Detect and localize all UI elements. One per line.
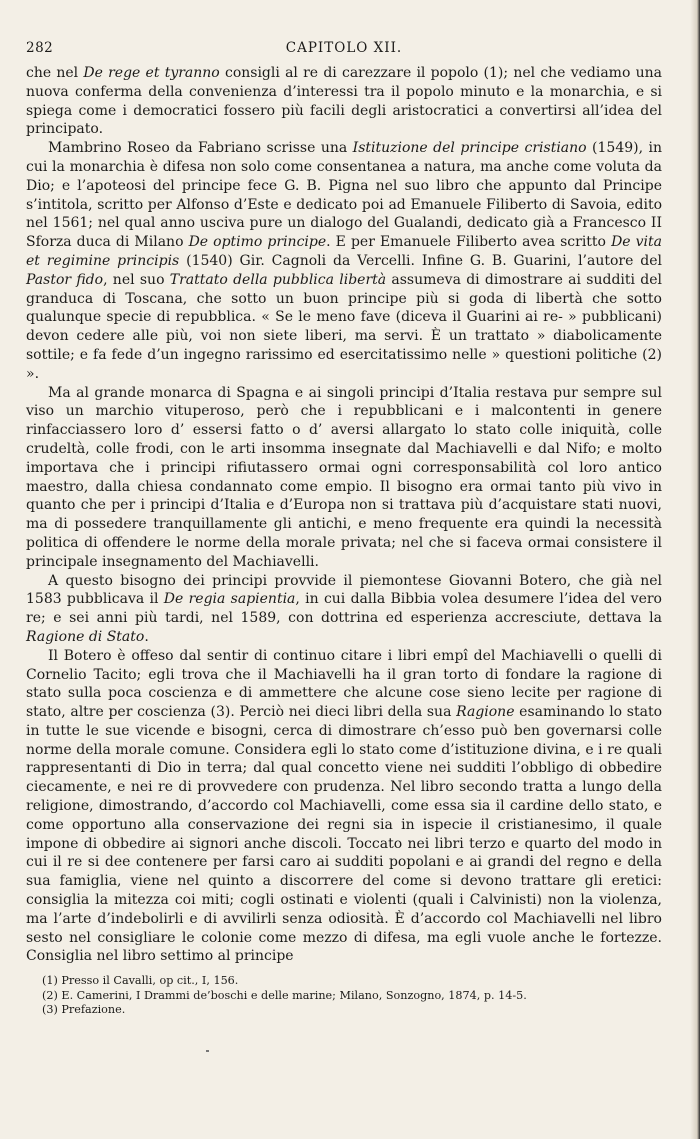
italic-title: Ragione di Stato [26,628,145,645]
footnote: (1) Presso il Cavalli, op cit., I, 156. [42,974,239,987]
footnote: (2) E. Camerini, I Drammi de’boschi e delle marine; Milano, Sonzogno, 1874, p. 14-5. [42,988,527,1002]
paragraph: che nel De rege et tyranno consigli al re di carezzare il popolo (1); nel che vediamo una nuova conferma della convenienza d’interessi tra il popolo minuto e la monarchia, e si spiega come i democratici fossero più facili degli aristocratici a convertirsi all’idea del principato. [26,65,662,138]
italic-title: Trattato della pubblica libertà [169,271,387,288]
italic-title: De vita et regimine principis [26,234,662,269]
paragraph: A questo bisogno dei principi provvide il piemontese Giovanni Botero, che già nel 1583 pubblicava il De regia sapientia, in cui dalla Bibbia volea desumere l’idea del vero re; e sei anni più tardi, nel 1589, con dottrina ed esperienza accresciute, dettava la Ragione di Stato. [26,572,662,645]
italic-title: De rege et tyranno [83,65,220,81]
running-head: CAPITOLO XII. [285,40,403,56]
book-page [26,0,662,1139]
italic-title: Istituzione del principe cristiano [352,140,587,157]
body-text [26,64,662,966]
footnote: (3) Prefazione. [42,1003,126,1016]
italic-title: Pastor fido [26,271,104,288]
ink-speck [206,1050,209,1052]
page-edge-shadow [690,0,700,1139]
footnotes [42,974,662,1018]
italic-title: Ragione [456,704,515,721]
italic-title: De optimo principe [188,234,327,251]
page-header [26,40,662,62]
paragraph: Il Botero è offeso dal sentir di continuo citare i libri empî del Machiavelli o quelli di Cornelio Tacito; egli trova che il Machiavelli ha il gran torto di fondare la ragione di stato sulla poca coscienza e di ammettere che alcune cose sieno lecite per ragione di stato, altre per coscienza (3). Perciò nei dieci libri della sua Ragione esaminando lo stato in tutte le sue vicende e bisogni, cerca di dimostrare ch’esso può ben governarsi colle norme della morale comune. Considera egli lo stato come d’istituzione divina, e i re quali rappresentanti di Dio in terra; dal qual concetto viene nei sudditi l’obbligo di obbedire ciecamente, e nei re di provvedere con prudenza. Nel libro secondo tratta a lungo della religione, dimostrando, d’accordo col Machiavelli, come essa sia il cardine dello stato, e come opportuno alla conservazione dei regni sia in ispecie il cristianesimo, il quale impone di obbedire ai signori anche discoli. Toccato nei libri terzo e quarto del modo in cui il re si dee contenere per farsi caro ai sudditi popolani e ai grandi del regno e della sua famiglia, viene nel quinto a discorrere del come si devono trattare gli eretici: consiglia la mitezza coi miti; cogli ostinati e violenti (quali i Calvinisti) non la violenza, ma l’arte d’indebolirli e di avvilirli senza odiosità. È d’accordo col Machiavelli nel libro sesto nel consigliare le colonie come mezzo di difesa, ma egli vuole anche le fortezze. Consiglia nel libro settimo al principe [26,647,662,965]
page-number: 282 [26,40,54,56]
paragraph: Mambrino Roseo da Fabriano scrisse una Istituzione del principe cristiano (1549), in cui la monarchia è difesa non solo come consentanea a natura, ma anche come voluta da Dio; e l’apoteosi del principe fece G. B. Pigna nel suo libro che appunto dal Principe s’intitola, scritto per Alfonso d’Este e dedicato poi ad Emanuele Filiberto di Savoia, edito nel 1561; nel qual anno usciva pure un dialogo del Gualandi, dedicato già a Francesco II Sforza duca di Milano De optimo principe. E per Emanuele Filiberto avea scritto De vita et regimine principis (1540) Gir. Cagnoli da Vercelli. Infine G. B. Guarini, l’autore del Pastor fido, nel suo Trattato della pubblica libertà assumeva di dimostrare ai sudditi del granduca di Toscana, che sotto un buon principe più si goda di libertà che sotto qualunque specie di repubblica. « Se le meno fave (diceva il Guarini ai re- » pubblicani) devon cedere alle più, voi non siete liberi, ma servi. È un trattato » diabolicamente sottile; e fa fede d’un ingegno rarissimo ed esercitatissimo nelle » questioni politiche (2) ». [26,140,662,382]
paragraph: Ma al grande monarca di Spagna e ai singoli principi d’Italia restava pur sempre sul viso un marchio vituperoso, però che i repubblicani e i malcontenti in genere rinfacciassero loro d’ essersi fatto o d’ aversi allargato lo stato colle iniquità, colle crudeltà, colle frodi, con le arti insomma insegnate dal Machiavelli e dal Nifo; e molto importava che i principi rifiutassero ormai ogni corresponsabilità col loro antico maestro, dalla chiesa condannato come empio. Il bisogno era ormai tanto più vivo in quanto che per i principi d’Italia e d’Europa non si trattava più d’acquistare stati nuovi, ma di possedere tranquillamente gli antichi, e meno frequente era quindi la necessità politica di offendere le norme della morale privata; nel che si faceva ormai consistere il principale insegnamento del Machiavelli. [26,384,662,570]
italic-title: De regia sapientia [163,591,296,608]
